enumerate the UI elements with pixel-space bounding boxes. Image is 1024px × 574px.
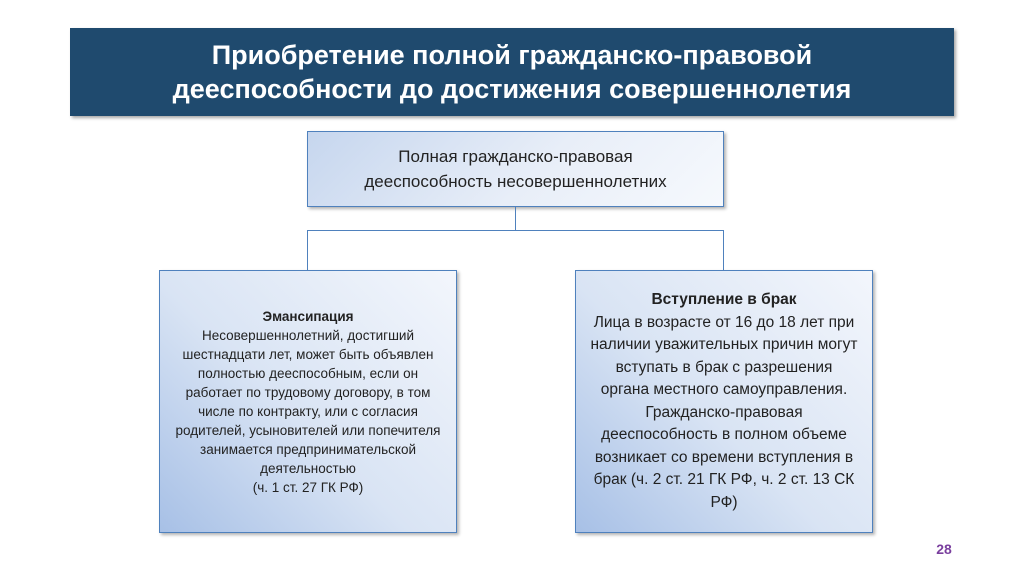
top-box-full-capacity — [307, 131, 724, 207]
right-box-marriage — [575, 270, 873, 533]
left-box-heading: Эмансипация — [262, 308, 354, 324]
left-box-reference: (ч. 1 ст. 27 ГК РФ) — [252, 479, 364, 495]
top-box-text: Полная гражданско-правовая дееспособность несовершеннолетних — [364, 147, 667, 191]
right-box-body: Лица в возрасте от 16 до 18 лет при наличии уважительных причин могут вступать в брак с разрешения органа местного самоуправления. Гражданско-правовая дееспособность в полном объеме возникает со времени вступления в брак (ч. 2 ст. 21 ГК РФ, ч. 2 ст. 13 СК РФ) — [590, 313, 858, 511]
connector-vertical-left — [307, 230, 308, 270]
page-number: 28 — [936, 541, 952, 557]
connector-vertical-right — [723, 230, 724, 270]
left-box-body: Несовершеннолетний, достигший шестнадцати лет, может быть объявлен полностью дееспособным, если он работает по трудовому договору, в том числе по контракту, или с согласия родителей, усыновителей или попечителя занимается предпринимательской деятельностью — [175, 327, 441, 476]
title-banner — [70, 28, 954, 116]
slide-title: Приобретение полной гражданско-правовой дееспособности до достижения совершеннолетия — [172, 40, 852, 104]
connector-horizontal — [307, 230, 724, 231]
right-box-heading: Вступление в брак — [651, 291, 797, 308]
connector-vertical-center — [515, 207, 516, 231]
left-box-emancipation — [159, 270, 457, 533]
